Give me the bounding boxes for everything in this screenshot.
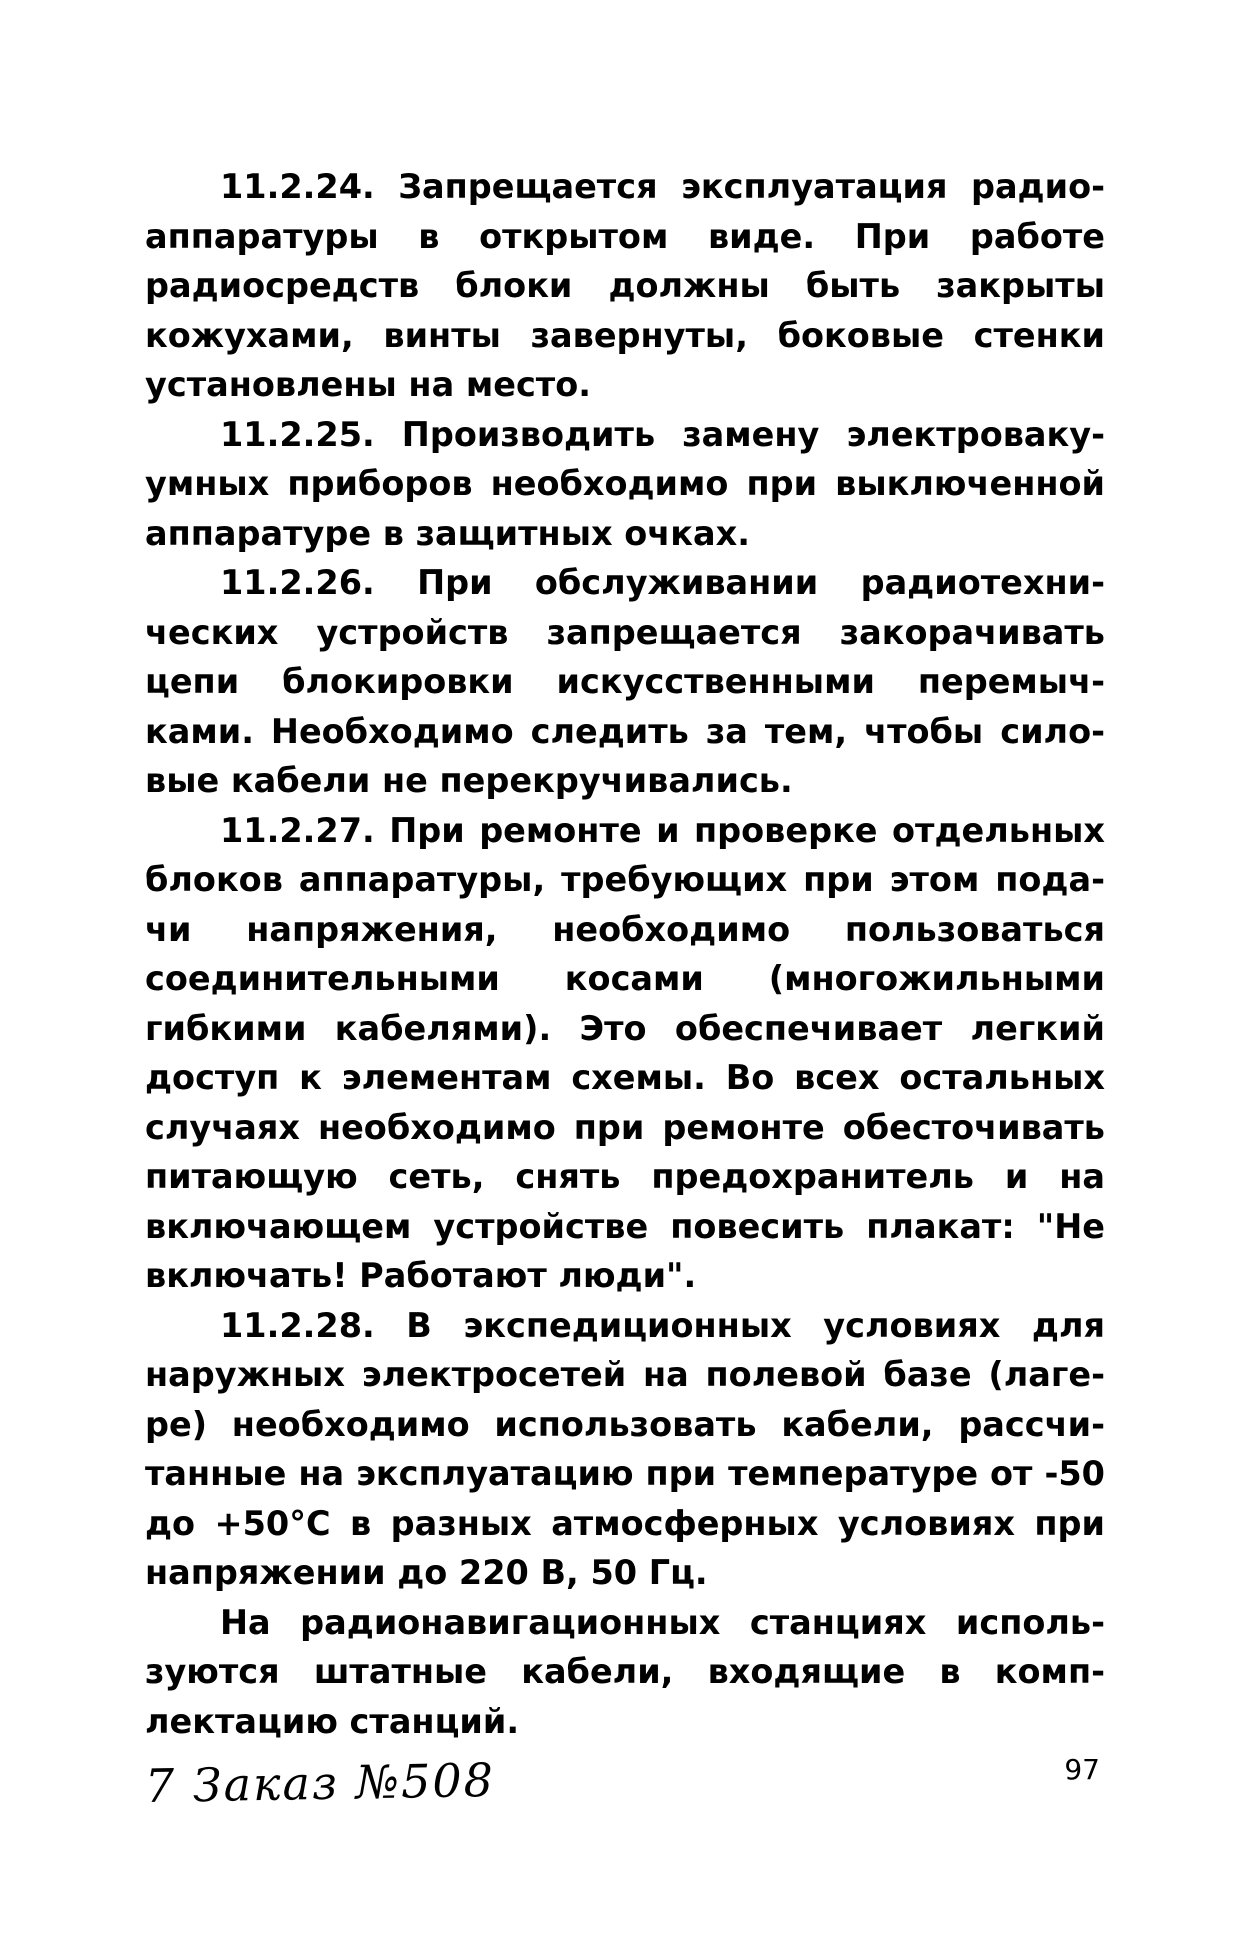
paragraph-11-2-27: 11.2.27. При ремонте и проверке отдельных блоков аппаратуры, требующих при этом подачи напряжения, необходимо пользоваться соединительными косами (многожильными гибкими кабелями). Это обеспечивает легкий доступ к элементам схемы. Во всех остальных случаях необходимо при ремонте обесточивать питающую сеть, снять предохранитель и на включающем устройстве повесить плакат: "Не включать! Работают люди". (145, 810, 1105, 1295)
paragraph-11-2-28: 11.2.28. В экспедиционных условиях для наружных электросетей на полевой базе (лагере) необходимо использовать кабели, рассчитанные на эксплуатацию при температуре от -50 до +50°С в разных атмосферных условиях при напряжении до 220 В, 50 Гц. (145, 1305, 1105, 1592)
paragraph-11-2-24: 11.2.24. Запрещается эксплуатация радиоаппаратуры в открытом виде. При работе радиосредств блоки должны быть закрыты кожухами, винты завернуты, боковые стенки установлены на место. (145, 167, 1105, 404)
handwritten-order-note: 7 Заказ №508 (144, 1752, 496, 1814)
page-number: 97 (1064, 1753, 1100, 1786)
paragraph-11-2-26: 11.2.26. При обслуживании радиотехнических устройств запрещается закорачивать цепи блокировки искусственными перемычками. Необходимо следить за тем, чтобы силовые кабели не перекручивались. (145, 563, 1105, 800)
page-footer (145, 1748, 1105, 1828)
paragraph-radionavigation: На радионавигационных станциях используются штатные кабели, входящие в комплектацию станций. (145, 1602, 1105, 1741)
paragraph-11-2-25: 11.2.25. Производить замену электровакуумных приборов необходимо при выключенной аппаратуре в защитных очках. (145, 414, 1105, 553)
body-text (145, 162, 1105, 1746)
